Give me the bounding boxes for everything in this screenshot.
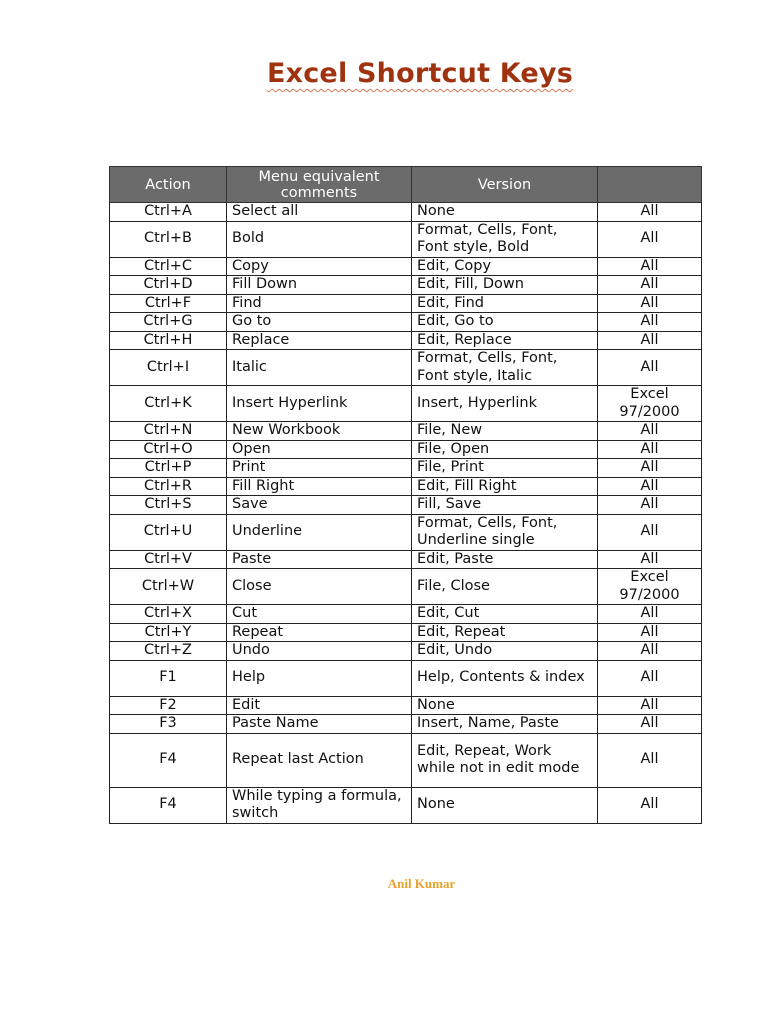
table-row: [110, 350, 702, 386]
header-version: Version: [412, 167, 598, 203]
version-cell: All: [598, 496, 702, 515]
page-title: Excel Shortcut Keys: [266, 58, 574, 89]
key-cell: Ctrl+F: [110, 294, 227, 313]
table-row: [110, 221, 702, 257]
key-cell: Ctrl+Z: [110, 642, 227, 661]
key-cell: F4: [110, 787, 227, 823]
action-cell: Underline: [227, 514, 412, 550]
menu-cell: File, New: [412, 422, 598, 441]
table-row: [110, 313, 702, 332]
menu-cell: Format, Cells, Font, Font style, Italic: [412, 350, 598, 386]
table-row: [110, 203, 702, 222]
action-cell: Open: [227, 440, 412, 459]
menu-cell: None: [412, 787, 598, 823]
key-cell: F4: [110, 733, 227, 787]
menu-cell: Edit, Repeat: [412, 623, 598, 642]
version-cell: All: [598, 313, 702, 332]
action-cell: While typing a formula, switch: [227, 787, 412, 823]
menu-cell: None: [412, 203, 598, 222]
shortcut-table: [109, 166, 702, 824]
version-cell: All: [598, 550, 702, 569]
key-cell: Ctrl+Y: [110, 623, 227, 642]
version-cell: Excel 97/2000: [598, 386, 702, 422]
table-row: [110, 331, 702, 350]
version-cell: All: [598, 221, 702, 257]
menu-cell: Edit, Fill Right: [412, 477, 598, 496]
version-cell: All: [598, 203, 702, 222]
version-cell: All: [598, 459, 702, 478]
action-cell: Italic: [227, 350, 412, 386]
version-cell: All: [598, 257, 702, 276]
version-cell: All: [598, 276, 702, 295]
table-header-row: [110, 167, 702, 203]
menu-cell: Edit, Repeat, Work while not in edit mode: [412, 733, 598, 787]
table-row: [110, 569, 702, 605]
table-row: [110, 440, 702, 459]
header-menu-equivalent: Menu equivalent comments: [227, 167, 412, 203]
version-cell: All: [598, 696, 702, 715]
action-cell: Repeat last Action: [227, 733, 412, 787]
action-cell: Fill Right: [227, 477, 412, 496]
key-cell: Ctrl+R: [110, 477, 227, 496]
key-cell: Ctrl+U: [110, 514, 227, 550]
key-cell: Ctrl+O: [110, 440, 227, 459]
action-cell: Print: [227, 459, 412, 478]
version-cell: All: [598, 787, 702, 823]
action-cell: Close: [227, 569, 412, 605]
menu-cell: Edit, Cut: [412, 605, 598, 624]
action-cell: Fill Down: [227, 276, 412, 295]
version-cell: All: [598, 642, 702, 661]
action-cell: Insert Hyperlink: [227, 386, 412, 422]
version-cell: Excel 97/2000: [598, 569, 702, 605]
version-cell: All: [598, 294, 702, 313]
key-cell: Ctrl+G: [110, 313, 227, 332]
version-cell: All: [598, 605, 702, 624]
action-cell: Save: [227, 496, 412, 515]
header-action: Action: [110, 167, 227, 203]
action-cell: Copy: [227, 257, 412, 276]
action-cell: Help: [227, 660, 412, 696]
action-cell: Paste Name: [227, 715, 412, 734]
table-row: [110, 550, 702, 569]
action-cell: Go to: [227, 313, 412, 332]
key-cell: Ctrl+X: [110, 605, 227, 624]
menu-cell: Fill, Save: [412, 496, 598, 515]
key-cell: Ctrl+N: [110, 422, 227, 441]
table-row: [110, 642, 702, 661]
header-empty: [598, 167, 702, 203]
action-cell: Undo: [227, 642, 412, 661]
table-row: [110, 733, 702, 787]
version-cell: All: [598, 623, 702, 642]
table-row: [110, 496, 702, 515]
menu-cell: File, Open: [412, 440, 598, 459]
table-row: [110, 514, 702, 550]
version-cell: All: [598, 715, 702, 734]
version-cell: All: [598, 660, 702, 696]
action-cell: Edit: [227, 696, 412, 715]
table-row: [110, 386, 702, 422]
menu-cell: File, Print: [412, 459, 598, 478]
version-cell: All: [598, 733, 702, 787]
table-row: [110, 660, 702, 696]
key-cell: F3: [110, 715, 227, 734]
table-row: [110, 787, 702, 823]
action-cell: New Workbook: [227, 422, 412, 441]
menu-cell: Insert, Hyperlink: [412, 386, 598, 422]
table-row: [110, 276, 702, 295]
key-cell: Ctrl+I: [110, 350, 227, 386]
table-row: [110, 422, 702, 441]
version-cell: All: [598, 331, 702, 350]
table-row: [110, 294, 702, 313]
table-row: [110, 477, 702, 496]
version-cell: All: [598, 440, 702, 459]
key-cell: F1: [110, 660, 227, 696]
table-row: [110, 715, 702, 734]
menu-cell: Insert, Name, Paste: [412, 715, 598, 734]
menu-cell: Help, Contents & index: [412, 660, 598, 696]
key-cell: Ctrl+B: [110, 221, 227, 257]
menu-cell: Format, Cells, Font, Underline single: [412, 514, 598, 550]
key-cell: Ctrl+W: [110, 569, 227, 605]
key-cell: Ctrl+V: [110, 550, 227, 569]
author-name: Anil Kumar: [387, 876, 456, 891]
menu-cell: Edit, Go to: [412, 313, 598, 332]
menu-cell: File, Close: [412, 569, 598, 605]
key-cell: Ctrl+A: [110, 203, 227, 222]
version-cell: All: [598, 477, 702, 496]
action-cell: Find: [227, 294, 412, 313]
menu-cell: Edit, Find: [412, 294, 598, 313]
key-cell: Ctrl+K: [110, 386, 227, 422]
menu-cell: Edit, Undo: [412, 642, 598, 661]
menu-cell: Format, Cells, Font, Font style, Bold: [412, 221, 598, 257]
action-cell: Cut: [227, 605, 412, 624]
key-cell: Ctrl+P: [110, 459, 227, 478]
version-cell: All: [598, 422, 702, 441]
table-row: [110, 459, 702, 478]
table-row: [110, 605, 702, 624]
action-cell: Replace: [227, 331, 412, 350]
key-cell: F2: [110, 696, 227, 715]
action-cell: Bold: [227, 221, 412, 257]
version-cell: All: [598, 350, 702, 386]
menu-cell: None: [412, 696, 598, 715]
table-row: [110, 696, 702, 715]
action-cell: Select all: [227, 203, 412, 222]
table-row: [110, 257, 702, 276]
version-cell: All: [598, 514, 702, 550]
key-cell: Ctrl+D: [110, 276, 227, 295]
menu-cell: Edit, Fill, Down: [412, 276, 598, 295]
menu-cell: Edit, Paste: [412, 550, 598, 569]
table-row: [110, 623, 702, 642]
key-cell: Ctrl+S: [110, 496, 227, 515]
action-cell: Paste: [227, 550, 412, 569]
key-cell: Ctrl+C: [110, 257, 227, 276]
key-cell: Ctrl+H: [110, 331, 227, 350]
action-cell: Repeat: [227, 623, 412, 642]
menu-cell: Edit, Replace: [412, 331, 598, 350]
menu-cell: Edit, Copy: [412, 257, 598, 276]
